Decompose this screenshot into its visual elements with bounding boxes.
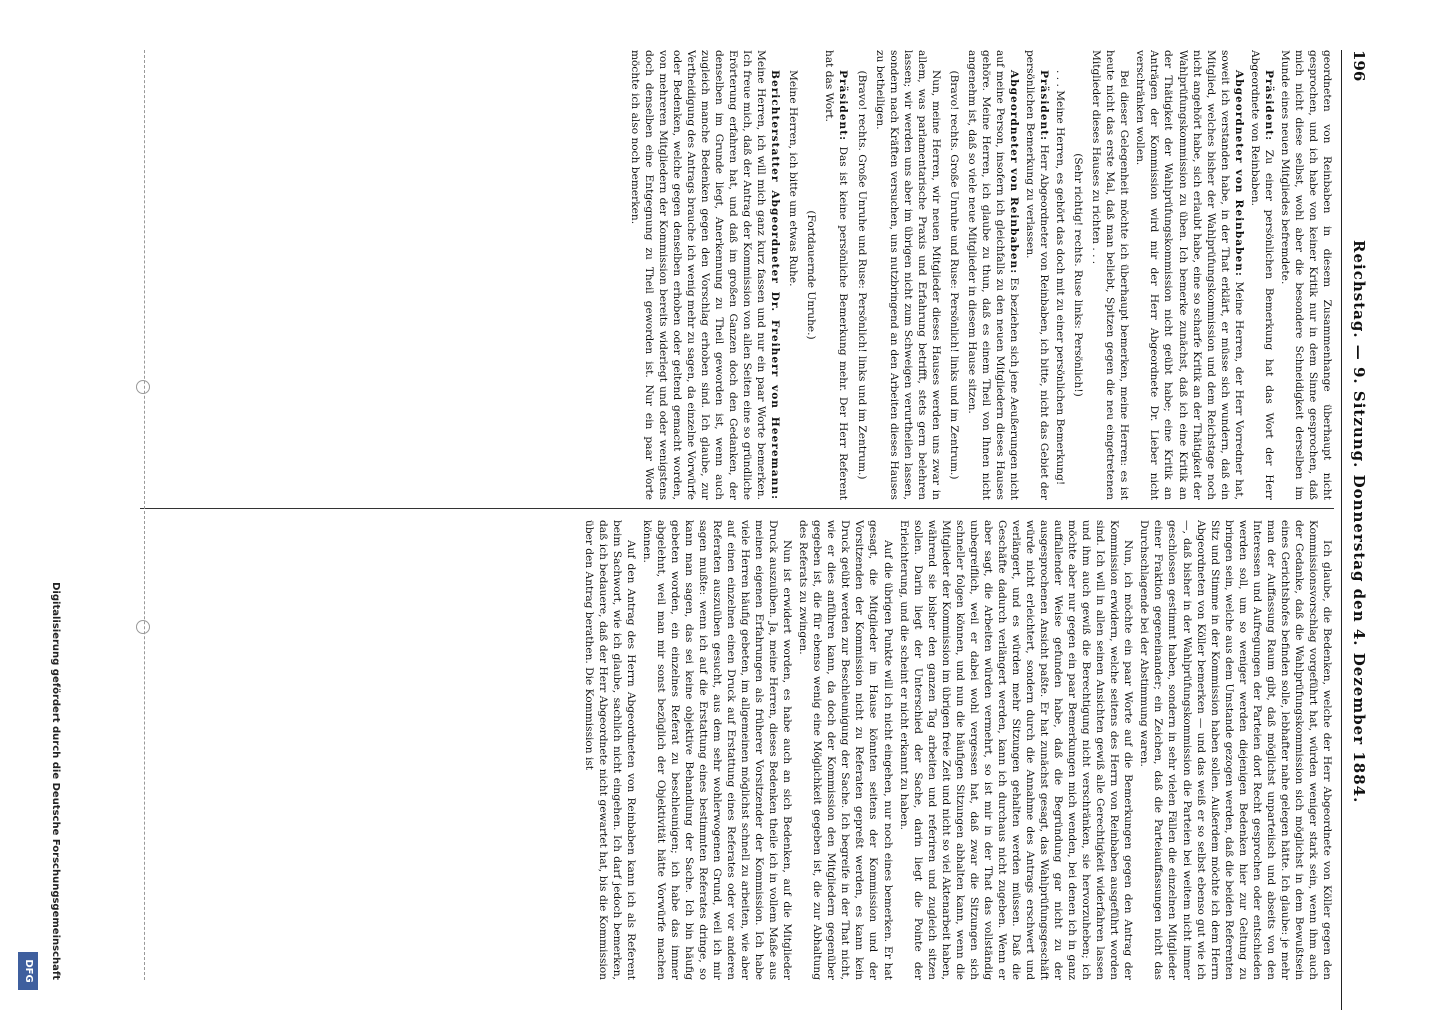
stage-direction: (Bravo! rechts. Große Unruhe und Ruse: Persönlich! links und im Zentrum.) — [855, 70, 868, 480]
speaker-name: Präsident: — [1038, 70, 1051, 142]
body-paragraph: Ich glaube, die Bedenken, welche der Herr Abgeordnete von Köller gegen den Kommissionsvorschlag vorgeführt hat, würden weniger stark sein, wenn ihm auch der Gedanke, daß die Wahlprüfungskommission sich möglichst in dem Bewußtsein eines Gerichtshofes befinden solle, lebhafter nahe gelegen hätte. Ich glaube: je mehr man der Auffassung Raum gibt, daß möglichst unparteiisch und abseits von den Interessen und Aufregungen der Parteien dort Recht gesprochen oder entschieden werden soll, um so weniger werden diejenigen Bedenken hier zur Geltung zu bringen sein, welche aus dem Umstande gezogen werden, daß die beiden Referenten Sitz und Stimme in der Kommission haben sollen. Außerdem möchte ich dem Herrn Abgeordneten von Köller bemerken — und das weiß er so selbst ebenso gut wie ich —, daß bisher in der Wahlprüfungskommission die Parteien bei weitem nicht immer geschlossen gestimmt haben, sondern in sehr vielen Fällen die einzelnen Mitglieder einer Fraktion gegeneinander; ein Zeichen, daß die Parteiauffassungen nicht das Durchschlagende bei der Abstimmung waren. — [1138, 520, 1333, 980]
dfg-logo: DFG — [18, 952, 38, 990]
body-paragraph: Nun, ich möchte ein paar Worte auf die Bemerkungen gegen den Antrag der Kommission erwidern, welche seitens des Herrn von Reinbaben ausgeführt worden sind. Ich will in allen seinen Ansichten gewiß alle Gerechtigkeit widerfahren lassen und ihm auch gewiß die Berechtigung nicht verschränken, sie hervorzuheben; ich möchte aber nur gegen ein paar Bemerkungen mich wenden, bei denen ich in ganz auffallender Weise gefunden habe, daß die Begründung gar nicht zu der ausgesprochenen Ansicht paßte. Er hat zunächst gesagt, das Wahlprüfungsgeschäft würde nicht erleichtert, sondern durch die Annahme des Antrags erschwert und verlängert, und es würden mehr Sitzungen gehalten werden müssen. Daß die Geschäfte dadurch verlängert werden, kann ich durchaus nicht zugeben. Wenn er aber sagt, die Arbeiten würden vermehrt, so ist mir in der That das vollständig unbegreiflich, weil er dabei wohl vergessen hat, daß zwar die Sitzungen sich schneller folgen können, und nun die häufigen Sitzungen abhalten kann, wenn die Mitglieder der Kommission im übrigen freie Zeit und nicht so viel Aktenarbeit haben, während sie bisher den ganzen Tag arbeiten und referiren und zugleich sitzen sollen. Darin liegt der Unterschied der Sache, darin liegt die Pointe der Erleichterung, und die scheint er nicht erkannt zu haben. — [897, 520, 1135, 980]
punch-hole-mark — [136, 380, 150, 394]
speech-text: Herr Abgeordneter von Reinbaben, ich bitte, nicht das Gebiet der persönlichen Bemerkung zu verlassen. — [1024, 50, 1051, 500]
body-paragraph: Auf den Antrag des Herrn Abgeordneten von Reinbaben kann ich als Referent beim Sachwort, wie ich glaube, sachlich nicht eingehen. Ich darf jedoch bemerken, daß ich bedauere, daß der Herr Abgeordnete nicht gewartet hat, bis die Kommission über den Antrag berathen. Die Kommission ist — [582, 520, 637, 980]
column-divider — [140, 508, 1334, 509]
speech-text: Zu einer persönlichen Bemerkung hat das Wort der Herr Abgeordnete von Reinbaben. — [1248, 50, 1275, 500]
body-paragraph: Auf die übrigen Punkte will ich nicht eingehen, nur noch eines bemerken. Er hat gesagt, die Mitglieder im Hause könnten seitens der Kommission und der Vorsitzenden der Kommission nicht zu Referaten gepreßt werden, es kann kein Druck geübt werden zur Beschleunigung der Sache. Ich begreife in der That nicht, wie er dies anführen kann, da doch der Kommission den Mitgliedern gegenüber gegeben ist, die für ebenso wenig eine Möglichkeit gegeben ist, die zur Abhaltung des Referats zu zwingen. — [797, 520, 894, 980]
body-paragraph: . . . Meine Herren, es gehört das doch mit zu einer persönlichen Bemerkung! — [1054, 70, 1067, 486]
running-title: Reichstag. — 9. Sitzung. Donnerstag den 4. Dezember 1884. — [1350, 240, 1368, 804]
speech-paragraph — [822, 50, 850, 500]
speech-text: Das ist keine persönliche Bemerkung mehr. Der Herr Referent hat das Wort. — [823, 50, 850, 500]
punch-hole-mark — [136, 620, 150, 634]
left-column — [140, 50, 1334, 500]
speech-paragraph — [1248, 50, 1276, 500]
speaker-name: Abgeordneter von Reinbaben: — [1008, 70, 1021, 275]
speaker-name: Präsident: — [837, 70, 850, 142]
speech-text: Meine Herren, der Herr Vorredner hat, soweit ich verstanden habe, in der That erklärt, er müsse sich wundern, daß ein Mitglied, welches bisher der Wahlprüfungskommission und dem Reichstage noch nicht angehört habe, sich erlaubt habe, eine so scharfe Kritik an der Thätigkeit der Wahlprüfungskommission zu üben. Ich bemerke zunächst, daß ich eine Kritik an der Thätigkeit der Wahlprüfungskommission nicht geübt habe; eine Kritik an Anträgen der Kommission wird mir der Herr Abgeordnete Dr. Lieber nicht verschränken wollen. — [1134, 50, 1245, 500]
speech-paragraph — [1133, 50, 1245, 500]
speaker-name: Berichterstatter Abgeordneter Dr. Freiherr von Heeremann: — [769, 70, 782, 500]
stage-direction: (Fortdauernde Unruhe.) — [805, 210, 818, 340]
speech-paragraph — [628, 50, 783, 500]
digitization-credit: Digitalisierung gefördert durch die Deutsche Forschungsgemeinschaft — [50, 582, 61, 980]
speaker-name: Abgeordneter von Reinbaben: — [1232, 70, 1245, 277]
speech-text: Es beziehen sich jene Aeußerungen nicht auf meine Person, insofern ich gleichfalls zu den neuen Mitgliedern dieses Hauses gehöre. Meine Herren, ich glaube zu thun, daß es einem Theil von Ihnen nicht angenehm ist, daß so viele neue Mitglieder in diesem Hause sitzen. — [965, 50, 1021, 500]
running-header — [1341, 50, 1372, 1010]
speech-paragraph — [1023, 50, 1051, 500]
body-paragraph: geordneten von Reinbaben in diesem Zusammenhange überhaupt nicht gesprochen, und ich habe von keiner Kritik nur in dem Sinne gesprochen, daß mich nicht diese selbst, wohl aber die besondere Schneidigkeit derselben im Munde eines neuen Mitgliedes befremdete. — [1278, 50, 1333, 500]
body-paragraph: Nun, meine Herren, wir neuen Mitglieder dieses Hauses werden uns zwar in allem, was parlamentarische Praxis und Erfahrung betrifft, stets gern belehren lassen; wir werden uns aber im übrigen nicht zum Schweigen verurtheilen lassen, sondern nach Kräften versuchen, uns nutzbringend an den Arbeiten dieses Hauses zu betheiligen. — [873, 50, 942, 500]
stage-direction: (Bravo! rechts. Große Unruhe und Ruse: Persönlich! links und im Zentrum.) — [947, 70, 960, 480]
page-number: 196 — [1350, 50, 1368, 82]
stage-direction: (Sehr richtig! rechts. Ruse links: Persönlich!) — [1072, 153, 1085, 397]
speaker-name: Präsident: — [1262, 70, 1275, 142]
body-paragraph: Nun ist erwidert worden, es habe auch an sich Bedenken, auf die Mitglieder Druck auszuüben. Ja, meine Herren, dieses Bedenken theile ich in vollem Maße aus meinen eigenen Erfahrungen als früherer Vorsitzender der Kommission. Ich habe viele Herren häufig gebeten, im allgemeinen möglichst schnell zu arbeiten, wie aber auf einen einzelnen einen Druck auf Erstattung eines Referates oder vor anderen Referaten auszuüben gesucht, aus dem sehr wohlerwogenen Grund, weil ich mir sagen mußte: wenn ich auf die Erstattung eines bestimmten Referates dringe, so kann man sagen, das sei keine objektive Behandlung der Sache. Ich bin häufig gebeten worden, ein einzelnes Referat zu beschleunigen; ich habe das immer abgelehnt, weil man mir sonst bezüglich der Objektivität hätte Vorwürfe machen können. — [640, 520, 794, 980]
short-remark: Meine Herren, ich bitte um etwas Ruhe. — [787, 70, 800, 287]
footer-rule — [144, 50, 145, 980]
speech-paragraph — [965, 50, 1021, 500]
speech-text: Meine Herren, ich will mich ganz kurz fassen und nur ein paar Worte bemerken. Ich freue mich, daß der Antrag der Kommission von allen Seiten eine so gründliche Erörterung erfahren hat, und daß im großen Ganzen doch den Gedanken, der denselben im Grunde liegt, Anerkennung zu Theil geworden ist, wenn auch zugleich manche Bedenken gegen den Vorschlag erhoben sind. Ich glaube, zur Vertheidigung des Antrags brauche ich wenig mehr zu sagen, da einzelne Vorwürfe oder Bedenken, welche gegen denselben erhoben oder geltend gemacht worden, von mehreren Mitgliedern der Kommission bereits widerlegt und oder wenigstens doch denselben eine Entgegnung zu Theil geworden ist. Nur ein paar Worte möchte ich also noch bemerken. — [628, 50, 768, 500]
right-column — [140, 520, 1334, 980]
body-paragraph: Bei dieser Gelegenheit möchte ich überhaupt bemerken, meine Herren: es ist heute nicht das erste Mal, daß man beliebt, Spitzen gegen die neu eingetretenen Mitglieder dieses Hauses zu richten . . . — [1090, 50, 1131, 500]
